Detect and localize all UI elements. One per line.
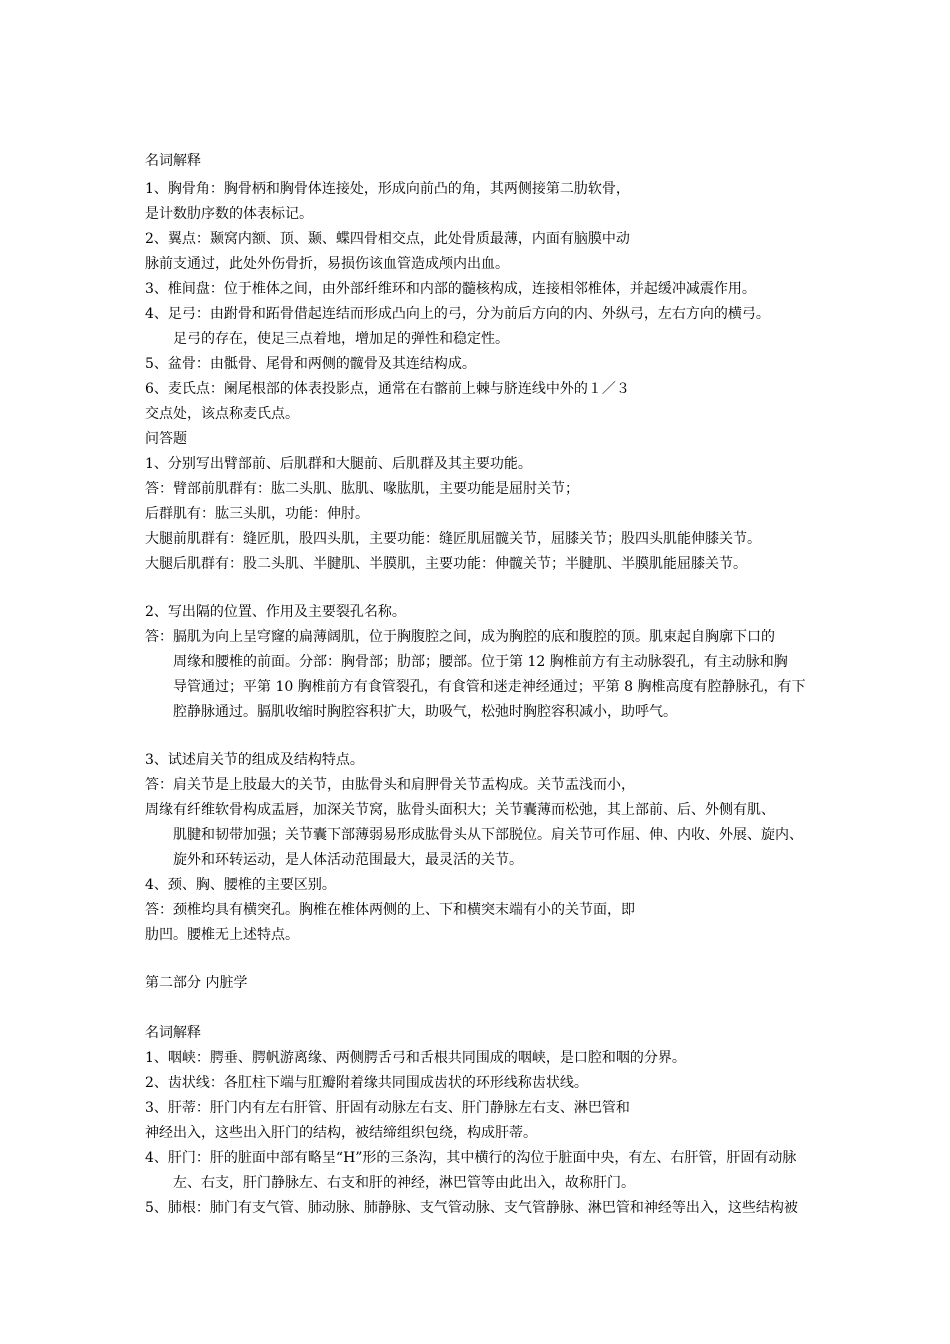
- text-line: 1、胸骨角：胸骨柄和胸骨体连接处，形成向前凸的角，其两侧接第二肋软骨，: [145, 181, 630, 197]
- text-line: 3、肝蒂：肝门内有左右肝管、肝固有动脉左右支、肝门静脉左右支、淋巴管和: [145, 1100, 630, 1116]
- text-line: 后群肌有：肱三头肌，功能：伸肘。: [145, 506, 369, 522]
- section-heading: 名词解释: [145, 1025, 201, 1041]
- section-heading: 名词解释: [145, 153, 201, 169]
- text-line: 周缘和腰椎的前面。分部：胸骨部；肋部；腰部。位于第 12 胸椎前方有主动脉裂孔，有主动脉和胸: [173, 654, 788, 670]
- text-line: 大腿前肌群有：缝匠肌，股四头肌，主要功能：缝匠肌屈髋关节，屈膝关节；股四头肌能伸膝关节。: [145, 531, 761, 547]
- text-line: 足弓的存在，使足三点着地，增加足的弹性和稳定性。: [173, 331, 509, 347]
- text-line: 左、右支，肝门静脉左、右支和肝的神经，淋巴管等由此出入，故称肝门。: [173, 1175, 635, 1191]
- text-line: 周缘有纤维软骨构成盂唇，加深关节窝，肱骨头面积大；关节囊薄而松弛，其上部前、后、外侧有肌、: [145, 802, 775, 818]
- text-line: 5、盆骨：由骶骨、尾骨和两侧的髋骨及其连结构成。: [145, 356, 476, 372]
- text-line: 3、椎间盘：位于椎体之间，由外部纤维环和内部的髓核构成，连接相邻椎体，并起缓冲减震作用。: [145, 281, 756, 297]
- text-line: 肌腱和韧带加强；关节囊下部薄弱易形成肱骨头从下部脱位。肩关节可作屈、伸、内收、外展、旋内、: [173, 827, 803, 843]
- text-line: 旋外和环转运动，是人体活动范围最大，最灵活的关节。: [173, 852, 523, 868]
- section-heading: 问答题: [145, 431, 187, 447]
- text-line: 答：臂部前肌群有：肱二头肌、肱肌、喙肱肌，主要功能是屈肘关节；: [145, 481, 579, 497]
- text-line: 交点处，该点称麦氏点。: [145, 406, 299, 422]
- text-line: 大腿后肌群有：股二头肌、半腱肌、半膜肌，主要功能：伸髋关节；半腱肌、半膜肌能屈膝关节。: [145, 556, 747, 572]
- text-line: 1、咽峡：腭垂、腭帆游离缘、两侧腭舌弓和舌根共同围成的咽峡，是口腔和咽的分界。: [145, 1050, 686, 1066]
- text-line: 答：颈椎均具有横突孔。胸椎在椎体两侧的上、下和横突末端有小的关节面，即: [145, 902, 635, 918]
- text-line: 脉前支通过，此处外伤骨折，易损伤该血管造成颅内出血。: [145, 256, 509, 272]
- text-line: 5、肺根：肺门有支气管、肺动脉、肺静脉、支气管动脉、支气管静脉、淋巴管和神经等出入，这些结构被: [145, 1200, 798, 1216]
- text-line: 1、分别写出臂部前、后肌群和大腿前、后肌群及其主要功能。: [145, 456, 532, 472]
- text-line: 3、试述肩关节的组成及结构特点。: [145, 752, 364, 768]
- text-line: 腔静脉通过。膈肌收缩时胸腔容积扩大，助吸气，松弛时胸腔容积减小，助呼气。: [173, 704, 677, 720]
- part-heading: 第二部分 内脏学: [145, 975, 248, 991]
- text-line: 2、写出隔的位置、作用及主要裂孔名称。: [145, 604, 406, 620]
- text-line: 答：膈肌为向上呈穹窿的扁薄阔肌，位于胸腹腔之间，成为胸腔的底和腹腔的顶。肌束起自胸廓下口的: [145, 629, 775, 645]
- text-line: 2、翼点：颞窝内额、顶、颞、蝶四骨相交点，此处骨质最薄，内面有脑膜中动: [145, 231, 630, 247]
- text-line: 神经出入，这些出入肝门的结构，被结缔组织包绕，构成肝蒂。: [145, 1125, 537, 1141]
- text-line: 导管通过；平第 10 胸椎前方有食管裂孔，有食管和迷走神经通过；平第 8 胸椎高度有腔静脉孔，有下: [173, 679, 806, 695]
- text-line: 答：肩关节是上肢最大的关节，由肱骨头和肩胛骨关节盂构成。关节盂浅而小，: [145, 777, 635, 793]
- text-line: 4、颈、胸、腰椎的主要区别。: [145, 877, 336, 893]
- text-line: 4、足弓：由跗骨和跖骨借起连结而形成凸向上的弓，分为前后方向的内、外纵弓，左右方向的横弓。: [145, 306, 770, 322]
- text-line: 6、麦氏点：阑尾根部的体表投影点，通常在右髂前上棘与脐连线中外的１／３: [145, 381, 630, 397]
- text-line: 肋凹。腰椎无上述特点。: [145, 927, 299, 943]
- text-line: 2、齿状线：各肛柱下端与肛瓣附着缘共同围成齿状的环形线称齿状线。: [145, 1075, 588, 1091]
- text-line: 是计数肋序数的体表标记。: [145, 206, 313, 222]
- text-line: 4、肝门：肝的脏面中部有略呈“H”形的三条沟，其中横行的沟位于脏面中央，有左、右肝管，肝固有动脉: [145, 1150, 797, 1166]
